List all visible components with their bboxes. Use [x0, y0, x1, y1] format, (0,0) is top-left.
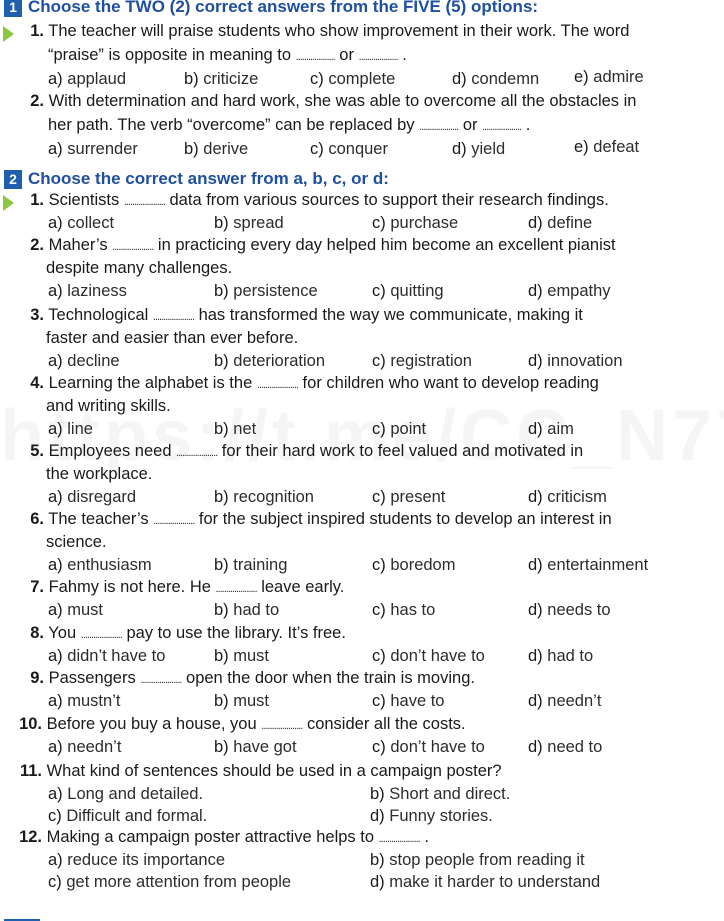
question-number: 6. — [30, 510, 44, 528]
answer-blank[interactable]: .................... — [80, 629, 122, 641]
s1-question-1-line2: “praise” is opposite in meaning to ................... or ................... . — [48, 46, 407, 64]
section-1-title: Choose the TWO (2) correct answers from the FIVE (5) options: — [28, 0, 539, 16]
question-text: open the door when the train is moving. — [181, 669, 475, 687]
s2-question-6 — [24, 508, 612, 533]
question-text: consider all the costs. — [302, 715, 466, 733]
question-text: pay to use the library. It’s free. — [121, 624, 346, 642]
option[interactable]: c) complete — [310, 70, 396, 88]
option[interactable]: d) aim — [528, 420, 574, 438]
s2-question-11 — [14, 760, 502, 783]
question-number: 2. — [30, 236, 44, 254]
question-text: for children who want to develop reading — [297, 374, 599, 392]
option[interactable]: a) Long and detailed. — [48, 785, 204, 803]
page-number-strip — [0, 912, 50, 921]
question-text: in practicing every day helped him become an excellent pianist — [153, 236, 616, 254]
option[interactable]: d) define — [528, 214, 593, 232]
question-number: 8. — [30, 624, 44, 642]
question-text: for their hard work to feel valued and motivated in — [217, 442, 584, 460]
option[interactable]: c) don’t have to — [372, 647, 485, 665]
section-1-badge: 1 — [4, 0, 22, 17]
option[interactable]: d) need to — [528, 738, 603, 756]
answer-blank[interactable]: .................... — [215, 583, 257, 595]
option[interactable]: a) mustn’t — [48, 692, 121, 710]
arrow-icon — [3, 195, 14, 211]
s2-question-9 — [24, 667, 475, 692]
option[interactable]: b) recognition — [214, 488, 314, 506]
question-text: You — [48, 624, 81, 642]
option[interactable]: c) conquer — [310, 140, 388, 158]
s2-question-12 — [14, 826, 429, 851]
question-text: Fahmy is not here. He — [48, 578, 216, 596]
s2-question-4 — [24, 372, 599, 397]
option[interactable]: b) must — [214, 647, 270, 665]
option[interactable]: a) must — [48, 601, 104, 619]
section-2-header — [4, 168, 389, 190]
question-number: 10. — [19, 715, 42, 733]
question-text: Scientists — [48, 191, 124, 209]
option[interactable]: c) registration — [372, 352, 472, 370]
option[interactable]: b) Short and direct. — [370, 785, 511, 803]
answer-blank[interactable]: .................... — [176, 447, 218, 459]
s2-question-2 — [24, 234, 616, 259]
question-text: Learning the alphabet is the — [48, 374, 257, 392]
option[interactable]: a) surrender — [48, 140, 138, 158]
option[interactable]: e) admire — [574, 68, 644, 86]
option[interactable]: c) get more attention from people — [48, 873, 292, 891]
option[interactable]: b) criticize — [184, 70, 259, 88]
answer-blank[interactable]: .................... — [152, 311, 194, 323]
answer-blank[interactable]: .................... — [261, 720, 303, 732]
answer-blank[interactable]: ................... — [419, 121, 459, 133]
answer-blank[interactable]: .................... — [256, 379, 298, 391]
option[interactable]: d) needn’t — [528, 692, 602, 710]
question-text: Before you buy a house, you — [46, 715, 262, 733]
s2-question-3 — [24, 304, 583, 329]
question-text: Technological — [48, 306, 153, 324]
s1-question-2-line2: her path. The verb “overcome” can be replaced by ................... or ................... . — [48, 116, 531, 134]
option[interactable]: b) persistence — [214, 282, 318, 300]
arrow-icon — [3, 26, 14, 42]
option[interactable]: c) purchase — [372, 214, 459, 232]
option[interactable]: d) had to — [528, 647, 594, 665]
question-text: for the subject inspired students to develop an interest in — [194, 510, 612, 528]
option[interactable]: a) collect — [48, 214, 115, 232]
section-1-header — [4, 0, 538, 18]
option[interactable]: c) has to — [372, 601, 436, 619]
question-number: 7. — [30, 578, 44, 596]
question-text: leave early. — [256, 578, 345, 596]
option[interactable]: d) Funny stories. — [370, 807, 493, 825]
question-number: 3. — [30, 306, 44, 324]
option[interactable]: b) net — [214, 420, 257, 438]
s2-question-10 — [14, 713, 466, 738]
s2-question-1 — [24, 189, 609, 214]
option[interactable]: d) yield — [452, 140, 506, 158]
s2-question-7 — [24, 576, 344, 601]
option[interactable]: d) condemn — [452, 70, 540, 88]
answer-blank[interactable]: .................... — [112, 241, 154, 253]
answer-blank[interactable]: .................... — [140, 674, 182, 686]
option[interactable]: a) didn’t have to — [48, 647, 166, 665]
option[interactable]: a) reduce its importance — [48, 851, 226, 869]
s1-question-1: 1. The teacher will praise students who show improvement in their work. The word — [30, 22, 630, 40]
option[interactable]: c) don’t have to — [372, 738, 485, 756]
option[interactable]: a) needn’t — [48, 738, 122, 756]
option[interactable]: b) stop people from reading it — [370, 851, 585, 869]
answer-blank[interactable]: ................... — [482, 121, 522, 133]
answer-blank[interactable]: ................... — [295, 51, 335, 63]
option[interactable]: c) have to — [372, 692, 445, 710]
question-text: has transformed the way we communicate, making it — [194, 306, 583, 324]
s2-question-8 — [24, 622, 346, 647]
question-number: 9. — [30, 669, 44, 687]
option[interactable]: b) derive — [184, 140, 249, 158]
option[interactable]: a) disregard — [48, 488, 137, 506]
option[interactable]: d) empathy — [528, 282, 611, 300]
option[interactable]: b) spread — [214, 214, 284, 232]
section-2-badge: 2 — [4, 170, 22, 189]
question-number: 5. — [30, 442, 44, 460]
option[interactable]: a) line — [48, 420, 93, 438]
question-text: . — [419, 828, 429, 846]
option[interactable]: a) enthusiasm — [48, 556, 152, 574]
question-number: 11. — [19, 762, 42, 780]
s2-question-6-continued: science. — [46, 533, 107, 551]
s1-question-2: 2. With determination and hard work, she was able to overcome all the obstacles in — [30, 92, 637, 110]
s2-question-3-continued: faster and easier than ever before. — [46, 329, 299, 347]
option[interactable]: b) have got — [214, 738, 297, 756]
option[interactable]: c) present — [372, 488, 446, 506]
option[interactable]: a) laziness — [48, 282, 127, 300]
option[interactable]: c) Difficult and formal. — [48, 807, 208, 825]
answer-blank[interactable]: ................... — [358, 51, 398, 63]
option[interactable]: d) innovation — [528, 352, 623, 370]
answer-blank[interactable]: .................... — [378, 833, 420, 845]
option[interactable]: c) boredom — [372, 556, 456, 574]
answer-blank[interactable]: .................... — [153, 515, 195, 527]
option[interactable]: b) deterioration — [214, 352, 325, 370]
question-text: Passengers — [48, 669, 141, 687]
question-text: The teacher’s — [48, 510, 154, 528]
option[interactable]: d) criticism — [528, 488, 607, 506]
question-text: Making a campaign poster attractive helps to — [46, 828, 379, 846]
option[interactable]: b) had to — [214, 601, 280, 619]
option[interactable]: a) decline — [48, 352, 120, 370]
s2-question-4-continued: and writing skills. — [46, 397, 171, 415]
option[interactable]: b) training — [214, 556, 288, 574]
option[interactable]: d) entertainment — [528, 556, 649, 574]
s2-question-2-continued: despite many challenges. — [46, 259, 233, 277]
option[interactable]: e) defeat — [574, 138, 640, 156]
question-number: 12. — [19, 828, 42, 846]
option[interactable]: a) applaud — [48, 70, 126, 88]
question-text: Employees need — [48, 442, 177, 460]
option[interactable]: d) needs to — [528, 601, 611, 619]
section-2-title: Choose the correct answer from a, b, c, or d: — [28, 169, 389, 188]
s2-question-5 — [24, 440, 583, 465]
answer-blank[interactable]: .................... — [123, 196, 165, 208]
question-number: 4. — [30, 374, 44, 392]
option[interactable]: c) quitting — [372, 282, 444, 300]
option[interactable]: d) make it harder to understand — [370, 873, 601, 891]
question-text: data from various sources to support their research findings. — [164, 191, 609, 209]
option[interactable]: c) point — [372, 420, 427, 438]
s2-question-5-continued: the workplace. — [46, 465, 153, 483]
option[interactable]: b) must — [214, 692, 270, 710]
question-text: Maher’s — [48, 236, 113, 254]
question-number: 1. — [30, 191, 44, 209]
question-text: What kind of sentences should be used in a campaign poster? — [46, 762, 502, 780]
